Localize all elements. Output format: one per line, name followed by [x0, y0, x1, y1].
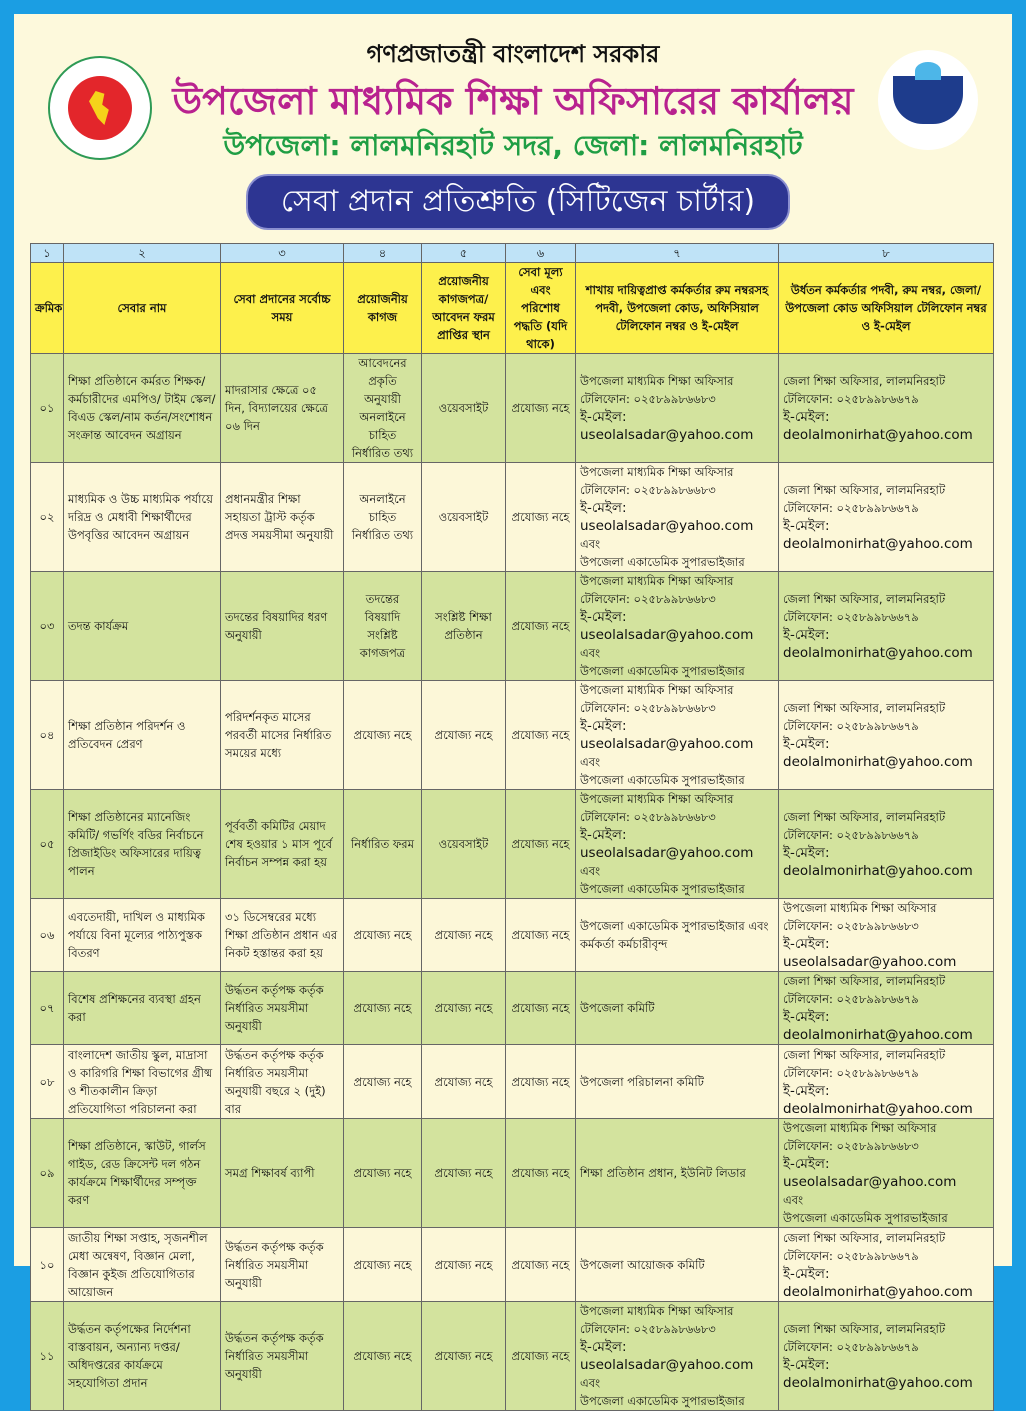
table-row [31, 1045, 994, 1119]
service-name-cell: শিক্ষা প্রতিষ্ঠানে কর্মরত শিক্ষক/কর্মচারীদের এমপিও/ টাইম স্কেল/ বিএড স্কেল/নাম কর্তন/সংশোধন সংক্রান্ত আবেদন অগ্রায়ন [64, 354, 221, 463]
form-source-cell: প্রযোজ্য নহে [422, 1228, 506, 1302]
form-source-cell: সংশ্লিষ্ট শিক্ষা প্রতিষ্ঠান [422, 572, 506, 681]
contact-line: টেলিফোন: ০২৫৮৯৯৮৬৬৭৯ [783, 1248, 919, 1263]
contact-line: উপজেলা পরিচালনা কমিটি [580, 1074, 704, 1089]
column-header: সেবার নাম [64, 263, 221, 354]
responsible-officer-cell [576, 463, 779, 572]
contact-line: টেলিফোন: ০২৫৮৯৯৮৬৬৮৩ [580, 592, 716, 606]
column-number: ৩ [221, 244, 344, 263]
superior-officer-cell [779, 1119, 994, 1228]
service-name-cell: এবতেদায়ী, দাখিল ও মাধ্যমিক পর্যায়ে বিনা মূল্যের পাঠ্যপুস্তক বিতরণ [64, 899, 221, 972]
table-row [31, 681, 994, 790]
contact-line: উপজেলা মাধ্যমিক শিক্ষা অফিসার [783, 1121, 937, 1135]
form-source-cell: প্রযোজ্য নহে [422, 1045, 506, 1119]
max-time-cell: উর্দ্ধতন কর্তৃপক্ষ কর্তৃক নির্ধারিত সময়সীমা অনুযায়ী [221, 972, 344, 1045]
superior-officer-cell [779, 354, 994, 463]
contact-line: টেলিফোন: ০২৫৮৯৯৮৬৬৮৩ [580, 810, 716, 824]
superior-officer-cell [779, 681, 994, 790]
service-fee-cell: প্রযোজ্য নহে [506, 354, 576, 463]
service-charter-table [30, 243, 994, 1411]
superior-officer-cell [779, 1045, 994, 1119]
service-fee-cell: প্রযোজ্য নহে [506, 1228, 576, 1302]
contact-line: উপজেলা একাডেমিক সুপারভাইজার [580, 773, 745, 787]
max-time-cell: প্রধানমন্ত্রীর শিক্ষা সহায়তা ট্রাস্ট কর্তৃক প্রদত্ত সময়সীমা অনুযায়ী [221, 463, 344, 572]
required-docs-cell: প্রযোজ্য নহে [344, 1228, 422, 1302]
form-source-cell: ওয়েবসাইট [422, 463, 506, 572]
serial-cell: ০১ [31, 354, 64, 463]
contact-line: টেলিফোন: ০২৫৮৯৯৮৬৬৮৩ [580, 701, 716, 715]
contact-line: টেলিফোন: ০২৫৮৯৯৮৬৬৭৯ [783, 392, 919, 406]
email-text: ই-মেইল: deolalmonirhat@yahoo.com [783, 518, 973, 552]
serial-cell: ০৭ [31, 972, 64, 1045]
service-fee-cell: প্রযোজ্য নহে [506, 1119, 576, 1228]
contact-line: জেলা শিক্ষা অফিসার, লালমনিরহাট [783, 1047, 946, 1062]
contact-line: উপজেলা একাডেমিক সুপারভাইজার [580, 555, 745, 569]
email-text: ই-মেইল: deolalmonirhat@yahoo.com [783, 845, 973, 879]
form-source-cell: প্রযোজ্য নহে [422, 1302, 506, 1411]
superior-officer-cell [779, 463, 994, 572]
contact-line: টেলিফোন: ০২৫৮৯৯৮৬৬৮৩ [783, 1139, 919, 1153]
column-header-row [31, 263, 994, 354]
contact-line: জেলা শিক্ষা অফিসার, লালমনিরহাট [783, 974, 946, 988]
form-source-cell: ওয়েবসাইট [422, 354, 506, 463]
max-time-cell: উর্দ্ধতন কর্তৃপক্ষ কর্তৃক নির্ধারিত সময়সীমা অনুযায়ী [221, 1228, 344, 1302]
contact-line: উপজেলা মাধ্যমিক শিক্ষা অফিসার [580, 792, 734, 806]
contact-line: উপজেলা একাডেমিক সুপারভাইজার [580, 664, 745, 678]
serial-cell: ১০ [31, 1228, 64, 1302]
column-number: ৫ [422, 244, 506, 263]
email-text: ই-মেইল: useolalsadar@yahoo.com [783, 1156, 957, 1190]
column-header: প্রয়োজনীয় কাগজ [344, 263, 422, 354]
column-number: ৪ [344, 244, 422, 263]
table-row [31, 463, 994, 572]
responsible-officer-cell [576, 1045, 779, 1119]
service-fee-cell: প্রযোজ্য নহে [506, 572, 576, 681]
email-text: ই-মেইল: deolalmonirhat@yahoo.com [783, 1265, 973, 1300]
required-docs-cell: প্রযোজ্য নহে [344, 1045, 422, 1119]
table-row [31, 354, 994, 463]
contact-line: এবং [580, 1376, 601, 1390]
contact-line: টেলিফোন: ০২৫৮৯৯৮৬৬৮৩ [580, 483, 716, 497]
required-docs-cell: প্রযোজ্য নহে [344, 972, 422, 1045]
email-text: ই-মেইল: useolalsadar@yahoo.com [580, 827, 754, 861]
table-row [31, 1228, 994, 1302]
required-docs-cell: অনলাইনে চাহিত নির্ধারিত তথ্য [344, 463, 422, 572]
max-time-cell: উর্দ্ধতন কর্তৃপক্ষ কর্তৃক নির্ধারিত সময়সীমা অনুযায়ী বছরে ২ (দুই) বার [221, 1045, 344, 1119]
service-name-cell: শিক্ষা প্রতিষ্ঠানে, স্কাউট, গার্লস গাইড, রেড ক্রিসেন্ট দল গঠন কার্যক্রমে শিক্ষার্থীদের সম্পৃক্ত করণ [64, 1119, 221, 1228]
column-number: ৬ [506, 244, 576, 263]
superior-officer-cell [779, 790, 994, 899]
contact-line: জেলা শিক্ষা অফিসার, লালমনিরহাট [783, 374, 946, 388]
contact-line: টেলিফোন: ০২৫৮৯৯৮৬৬৮৩ [580, 1322, 716, 1336]
responsible-officer-cell [576, 1119, 779, 1228]
email-text: ই-মেইল: deolalmonirhat@yahoo.com [783, 1082, 973, 1117]
email-text: ই-মেইল: useolalsadar@yahoo.com [580, 409, 754, 443]
contact-line: উপজেলা একাডেমিক সুপারভাইজার [783, 1211, 948, 1225]
max-time-cell: ৩১ ডিসেম্বরের মধ্যে শিক্ষা প্রতিষ্ঠান প্রধান এর নিকট হস্তান্তর করা হয় [221, 899, 344, 972]
required-docs-cell: প্রযোজ্য নহে [344, 1119, 422, 1228]
max-time-cell: উর্দ্ধতন কর্তৃপক্ষ কর্তৃক নির্ধারিত সময়সীমা অনুযায়ী [221, 1302, 344, 1411]
responsible-officer-cell [576, 572, 779, 681]
government-title: গণপ্রজাতন্ত্রী বাংলাদেশ সরকার [366, 40, 660, 68]
contact-line: টেলিফোন: ০২৫৮৯৯৮৬৬৮৩ [580, 392, 716, 406]
contact-line: জেলা শিক্ষা অফিসার, লালমনিরহাট [783, 592, 946, 606]
service-fee-cell: প্রযোজ্য নহে [506, 790, 576, 899]
email-text: ই-মেইল: useolalsadar@yahoo.com [783, 936, 957, 970]
superior-officer-cell [779, 1302, 994, 1411]
column-number: ১ [31, 244, 64, 263]
email-text: ই-মেইল: useolalsadar@yahoo.com [580, 609, 754, 643]
serial-cell: ০৪ [31, 681, 64, 790]
contact-line: উপজেলা মাধ্যমিক শিক্ষা অফিসার [783, 901, 937, 915]
required-docs-cell: আবেদনের প্রকৃতি অনুযায়ী অনলাইনে চাহিত নির্ধারিত তথ্য [344, 354, 422, 463]
serial-cell: ০৬ [31, 899, 64, 972]
contact-line: এবং [783, 1193, 804, 1207]
table-row [31, 899, 994, 972]
email-text: ই-মেইল: deolalmonirhat@yahoo.com [783, 1357, 973, 1391]
table-row [31, 790, 994, 899]
contact-line: টেলিফোন: ০২৫৮৯৯৮৬৬৭৯ [783, 828, 919, 842]
column-header: শাখায় দায়িত্বপ্রাপ্ত কর্মকর্তার রুম নম্বরসহ পদবী, উপজেলা কোড, অফিসিয়াল টেলিফোন নম্বর ও ই-মেইল [576, 263, 779, 354]
serial-cell: ০৫ [31, 790, 64, 899]
contact-line: উপজেলা একাডেমিক সুপারভাইজার [580, 882, 745, 896]
service-name-cell: উর্দ্ধতন কর্তৃপক্ষের নির্দেশনা বাস্তবায়ন, অন্যান্য দপ্তর/ অধিদপ্তরের কার্যক্রমে সহযোগিতা প্রদান [64, 1302, 221, 1411]
required-docs-cell: প্রযোজ্য নহে [344, 899, 422, 972]
service-fee-cell: প্রযোজ্য নহে [506, 899, 576, 972]
column-header: সেবা মূল্য এবং পরিশোধ পদ্ধতি (যদি থাকে) [506, 263, 576, 354]
column-header: সেবা প্রদানের সর্বোচ্চ সময় [221, 263, 344, 354]
office-title: উপজেলা মাধ্যমিক শিক্ষা অফিসারের কার্যালয় [172, 79, 854, 123]
serial-cell: ০৯ [31, 1119, 64, 1228]
max-time-cell: পরিদর্শনকৃত মাসের পরবর্তী মাসের নির্ধারিত সময়ের মধ্যে [221, 681, 344, 790]
email-text: ই-মেইল: deolalmonirhat@yahoo.com [783, 736, 973, 770]
max-time-cell: পূর্ববর্তী কমিটির মেয়াদ শেষ হওয়ার ১ মাস পূর্বে নির্বাচন সম্পন্ন করা হয় [221, 790, 344, 899]
service-name-cell: মাধ্যমিক ও উচ্চ মাধ্যমিক পর্যায়ে দরিদ্র ও মেধাবী শিক্ষার্থীদের উপবৃত্তির আবেদন অগ্রায়ন [64, 463, 221, 572]
email-text: ই-মেইল: useolalsadar@yahoo.com [580, 500, 754, 534]
superior-officer-cell [779, 1228, 994, 1302]
contact-line: উপজেলা একাডেমিক সুপারভাইজার এবং কর্মকর্তা কর্মচারীবৃন্দ [580, 919, 769, 951]
table-row [31, 572, 994, 681]
required-docs-cell: তদন্তের বিষয়াদি সংশ্লিষ্ট কাগজপত্র [344, 572, 422, 681]
email-text: ই-মেইল: deolalmonirhat@yahoo.com [783, 627, 973, 661]
service-fee-cell: প্রযোজ্য নহে [506, 972, 576, 1045]
contact-line: উপজেলা কমিটি [580, 1001, 655, 1015]
contact-line: এবং [580, 864, 601, 878]
form-source-cell: প্রযোজ্য নহে [422, 1119, 506, 1228]
contact-line: জেলা শিক্ষা অফিসার, লালমনিরহাট [783, 701, 946, 715]
service-name-cell: শিক্ষা প্রতিষ্ঠানের ম্যানেজিং কমিটি/ গভর্ণিং বডির নির্বাচনে প্রিজাইডিং অফিসারের দায়িত্ব পালন [64, 790, 221, 899]
service-name-cell: বাংলাদেশ জাতীয় স্কুল, মাদ্রাসা ও কারিগরি শিক্ষা বিভাগের গ্রীষ্ম ও শীতকালীন ক্রিড়া প্রতিযোগিতা পরিচালনা করা [64, 1045, 221, 1119]
form-source-cell: ওয়েবসাইট [422, 790, 506, 899]
contact-line: জেলা শিক্ষা অফিসার, লালমনিরহাট [783, 1230, 946, 1245]
form-source-cell: প্রযোজ্য নহে [422, 899, 506, 972]
superior-officer-cell [779, 572, 994, 681]
column-header: ক্রমিক [31, 263, 64, 354]
citizen-charter-page [14, 14, 1012, 1408]
contact-line: টেলিফোন: ০২৫৮৯৯৮৬৬৭৯ [783, 992, 919, 1006]
service-name-cell: জাতীয় শিক্ষা সপ্তাহ, সৃজনশীল মেধা অন্বেষণ, বিজ্ঞান মেলা, বিজ্ঞান কুইজ প্রতিযোগিতার আয়োজন [64, 1228, 221, 1302]
contact-line: উপজেলা মাধ্যমিক শিক্ষা অফিসার [580, 1304, 734, 1318]
required-docs-cell: প্রযোজ্য নহে [344, 1302, 422, 1411]
responsible-officer-cell [576, 972, 779, 1045]
responsible-officer-cell [576, 899, 779, 972]
table-row [31, 1302, 994, 1411]
contact-line: টেলিফোন: ০২৫৮৯৯৮৬৬৭৯ [783, 719, 919, 733]
column-number-row [31, 244, 994, 263]
contact-line: এবং [580, 646, 601, 660]
contact-line: টেলিফোন: ০২৫৮৯৯৮৬৬৭৯ [783, 501, 919, 515]
table-row [31, 972, 994, 1045]
responsible-officer-cell [576, 681, 779, 790]
contact-line: টেলিফোন: ০২৫৮৯৯৮৬৬৭৯ [783, 1340, 919, 1354]
column-number: ৭ [576, 244, 779, 263]
column-header: প্রয়োজনীয় কাগজপত্র/ আবেদন ফরম প্রাপ্তির স্থান [422, 263, 506, 354]
form-source-cell: প্রযোজ্য নহে [422, 681, 506, 790]
responsible-officer-cell [576, 790, 779, 899]
contact-line: এবং [580, 537, 601, 551]
required-docs-cell: নির্ধারিত ফরম [344, 790, 422, 899]
superior-officer-cell [779, 899, 994, 972]
email-text: ই-মেইল: deolalmonirhat@yahoo.com [783, 1009, 973, 1043]
contact-line: উপজেলা একাডেমিক সুপারভাইজার [580, 1394, 745, 1408]
location-subtitle: উপজেলা: লালমনিরহাট সদর, জেলা: লালমনিরহাট [223, 129, 803, 162]
service-fee-cell: প্রযোজ্য নহে [506, 681, 576, 790]
column-number: ৮ [779, 244, 994, 263]
serial-cell: ০৮ [31, 1045, 64, 1119]
contact-line: উপজেলা মাধ্যমিক শিক্ষা অফিসার [580, 374, 734, 388]
contact-line: টেলিফোন: ০২৫৮৯৯৮৬৬৭৯ [783, 1065, 919, 1080]
superior-officer-cell [779, 972, 994, 1045]
contact-line: এবং [580, 755, 601, 769]
serial-cell: ০২ [31, 463, 64, 572]
service-fee-cell: প্রযোজ্য নহে [506, 1302, 576, 1411]
contact-line: উপজেলা মাধ্যমিক শিক্ষা অফিসার [580, 465, 734, 479]
contact-line: জেলা শিক্ষা অফিসার, লালমনিরহাট [783, 810, 946, 824]
contact-line: উপজেলা আয়োজক কমিটি [580, 1257, 705, 1272]
service-fee-cell: প্রযোজ্য নহে [506, 463, 576, 572]
form-source-cell: প্রযোজ্য নহে [422, 972, 506, 1045]
max-time-cell: মাদরাসার ক্ষেত্রে ০৫ দিন, বিদ্যালয়ের ক্ষেত্রে ০৬ দিন [221, 354, 344, 463]
service-name-cell: তদন্ত কার্যক্রম [64, 572, 221, 681]
required-docs-cell: প্রযোজ্য নহে [344, 681, 422, 790]
serial-cell: ১১ [31, 1302, 64, 1411]
contact-line: টেলিফোন: ০২৫৮৯৯৮৬৬৭৯ [783, 610, 919, 624]
email-text: ই-মেইল: useolalsadar@yahoo.com [580, 1339, 754, 1373]
contact-line: শিক্ষা প্রতিষ্ঠান প্রধান, ইউনিট লিডার [580, 1166, 746, 1180]
contact-line: উপজেলা মাধ্যমিক শিক্ষা অফিসার [580, 574, 734, 588]
service-fee-cell: প্রযোজ্য নহে [506, 1045, 576, 1119]
email-text: ই-মেইল: deolalmonirhat@yahoo.com [783, 409, 973, 443]
charter-title-banner: সেবা প্রদান প্রতিশ্রুতি (সিটিজেন চার্টার) [246, 174, 790, 230]
email-text: ই-মেইল: useolalsadar@yahoo.com [580, 718, 754, 752]
responsible-officer-cell [576, 1228, 779, 1302]
column-header: উর্ধতন কর্মকর্তার পদবী, রুম নম্বর, জেলা/উপজেলা কোড অফিসিয়াল টেলিফোন নম্বর ও ই-মেইল [779, 263, 994, 354]
max-time-cell: তদন্তের বিষয়াদির ধরণ অনুযায়ী [221, 572, 344, 681]
responsible-officer-cell [576, 1302, 779, 1411]
contact-line: উপজেলা মাধ্যমিক শিক্ষা অফিসার [580, 683, 734, 697]
contact-line: টেলিফোন: ০২৫৮৯৯৮৬৬৮৩ [783, 919, 919, 933]
table-row [31, 1119, 994, 1228]
max-time-cell: সমগ্র শিক্ষাবর্ষ ব্যাপী [221, 1119, 344, 1228]
service-name-cell: বিশেষ প্রশিক্ষনের ব্যবস্থা গ্রহন করা [64, 972, 221, 1045]
contact-line: জেলা শিক্ষা অফিসার, লালমনিরহাট [783, 1322, 946, 1336]
column-number: ২ [64, 244, 221, 263]
responsible-officer-cell [576, 354, 779, 463]
service-name-cell: শিক্ষা প্রতিষ্ঠান পরিদর্শন ও প্রতিবেদন প্রেরণ [64, 681, 221, 790]
serial-cell: ০৩ [31, 572, 64, 681]
contact-line: জেলা শিক্ষা অফিসার, লালমনিরহাট [783, 483, 946, 497]
